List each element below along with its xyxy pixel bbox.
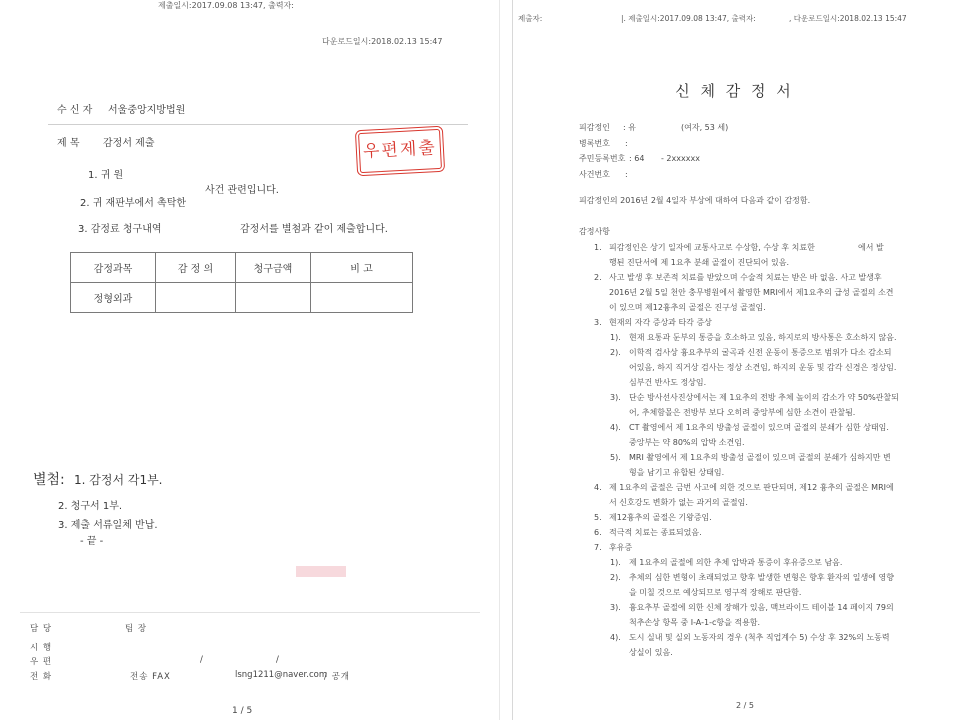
intro-text: 피감정인의 2016년 2월 4일자 부상에 대하여 다음과 같이 감정함. bbox=[579, 196, 811, 205]
download-timestamp: , 다운로드일시:2018.02.13 15:47 bbox=[789, 14, 907, 23]
finding-line bbox=[594, 300, 954, 315]
sub-finding-line bbox=[594, 465, 954, 480]
sub-finding-text: 흉요추부 골절에 의한 신체 장해가 있음, 맥브라이드 테이블 14 페이지 79의 bbox=[629, 603, 894, 612]
case-number-row bbox=[579, 167, 879, 183]
sub-finding-text: CT 촬영에서 제 1요추의 방출성 골절이 있으며 골절의 분쇄가 심한 상태임. bbox=[629, 423, 889, 432]
attachment-item: 2. 청구서 1부. bbox=[58, 501, 123, 512]
finding-text-tail: 에서 발 bbox=[858, 243, 884, 252]
attachments-label: 별첨: bbox=[33, 472, 65, 488]
attachment-item: 1. 감정서 각1부. bbox=[74, 473, 163, 487]
sub-finding-line bbox=[594, 585, 954, 600]
sub-finding-text: 단순 방사선사진상에서는 제 1요추의 전방 추체 높이의 감소가 약 50%관찰되 bbox=[629, 393, 899, 402]
sub-finding-text: 도시 실내 및 실외 노동자의 경우 (척추 직업계수 5) 수상 후 32%의 노동력 bbox=[629, 633, 890, 642]
finding-line bbox=[594, 285, 954, 300]
sub-finding-number: 3). bbox=[610, 603, 621, 612]
sub-finding-number: 1). bbox=[610, 558, 621, 567]
team-lead-label: 팀 장 bbox=[125, 624, 148, 634]
sub-finding-number: 4). bbox=[610, 423, 621, 432]
sub-finding-text: 척추손상 항목 중 I-A-1-c항을 적용함. bbox=[629, 618, 761, 627]
patient-sex-age: (여자, 53 세) bbox=[681, 123, 729, 132]
case-number-label: 사건번호 bbox=[579, 169, 610, 179]
end-mark: - 끝 - bbox=[80, 536, 104, 547]
record-number-row bbox=[579, 136, 879, 152]
submit-timestamp: 제출일시:2017.09.08 13:47, 출력자: bbox=[158, 1, 294, 10]
recipient-divider bbox=[48, 124, 468, 125]
fee-header-subject: 감정과목 bbox=[71, 253, 156, 283]
finding-line bbox=[594, 510, 954, 525]
finding-number: 1. bbox=[594, 243, 602, 252]
recipient-value: 서울중앙지방법원 bbox=[108, 105, 186, 116]
sub-finding-line bbox=[594, 570, 954, 585]
patient-name: : 유 bbox=[623, 123, 636, 132]
finding-line bbox=[594, 315, 954, 330]
fee-cell-subject: 정형외과 bbox=[71, 283, 156, 313]
sub-finding-line bbox=[594, 375, 954, 390]
contact-email: lsng1211@naver.com bbox=[235, 670, 328, 680]
resident-number-row bbox=[579, 151, 879, 167]
section-title: 감정사항 bbox=[579, 227, 610, 236]
sub-finding-line bbox=[594, 630, 954, 645]
sub-finding-text: 을 미칠 것으로 예상되므로 영구적 장해로 판단함. bbox=[629, 588, 802, 597]
finding-number: 6. bbox=[594, 528, 602, 537]
post-label: 우 편 bbox=[30, 657, 53, 667]
appraisal-report-page bbox=[512, 0, 955, 720]
sub-finding-line bbox=[594, 420, 954, 435]
finding-number: 7. bbox=[594, 543, 602, 552]
resident-number-label: 주민등록번호 bbox=[579, 154, 626, 163]
fee-header-amount: 청구금액 bbox=[236, 253, 311, 283]
record-number-value: : bbox=[625, 138, 628, 148]
resident-number-suffix: - 2xxxxxx bbox=[661, 154, 700, 163]
finding-line bbox=[594, 540, 954, 555]
postal-submission-stamp: 우편제출 bbox=[355, 126, 445, 177]
disclosure-status: / 공개 bbox=[324, 672, 350, 682]
finding-text: 피감정인은 상기 일자에 교통사고로 수상함, 수상 후 치료한 bbox=[609, 243, 815, 252]
sub-finding-line bbox=[594, 345, 954, 360]
page-title: 신 체 감 정 서 bbox=[675, 82, 794, 100]
sub-finding-number: 2). bbox=[610, 348, 621, 357]
finding-text: 2016년 2월 5일 천안 충무병원에서 촬영한 MRI에서 제1요추의 급성 골절의 소견 bbox=[609, 288, 894, 297]
sub-finding-text: 어, 추체함몰은 전방부 보다 오히려 중앙부에 심한 소견이 관찰됨. bbox=[629, 408, 856, 417]
sub-finding-line bbox=[594, 435, 954, 450]
fee-cell-appraiser bbox=[156, 283, 236, 313]
post-separator: / bbox=[276, 655, 280, 665]
page-number: 2 / 5 bbox=[736, 701, 754, 710]
recipient-label: 수 신 자 bbox=[57, 105, 93, 116]
download-timestamp: 다운로드일시:2018.02.13 15:47 bbox=[322, 37, 443, 46]
footer-divider bbox=[20, 612, 480, 613]
sub-finding-line bbox=[594, 405, 954, 420]
finding-text: 제 1요추의 골절은 금번 사고에 의한 것으로 판단되며, 제12 흉추의 골절은 MRI에 bbox=[609, 483, 894, 492]
sub-finding-number: 3). bbox=[610, 393, 621, 402]
item-2-start: 2. 귀 재판부에서 촉탁한 bbox=[80, 198, 187, 209]
subject-value: 감정서 제출 bbox=[103, 138, 155, 149]
item-1-start: 1. 귀 원 bbox=[88, 170, 124, 181]
seal-impression bbox=[296, 566, 346, 577]
finding-text: 이 있으며 제12흉추의 골절은 진구성 골절임. bbox=[609, 303, 766, 312]
finding-text: 서 신호강도 변화가 없는 과거의 골절임. bbox=[609, 498, 748, 507]
fee-cell-remarks bbox=[311, 283, 413, 313]
item-3: 3. 감정료 청구내역 bbox=[78, 224, 162, 235]
patient-name-row bbox=[579, 120, 879, 136]
sub-finding-line bbox=[594, 330, 954, 345]
manager-label: 담 당 bbox=[30, 624, 53, 634]
patient-info bbox=[579, 120, 879, 182]
page-number: 1 / 5 bbox=[232, 706, 253, 716]
table-row bbox=[71, 283, 413, 313]
finding-line bbox=[594, 525, 954, 540]
fee-cell-amount bbox=[236, 283, 311, 313]
record-number-label: 병록번호 bbox=[579, 138, 610, 148]
sub-finding-line bbox=[594, 615, 954, 630]
sub-finding-line bbox=[594, 600, 954, 615]
item-2-end: 감정서를 별첨과 같이 제출합니다. bbox=[240, 224, 388, 235]
sub-finding-number: 4). bbox=[610, 633, 621, 642]
finding-line bbox=[594, 480, 954, 495]
finding-text: 행된 진단서에 제 1요추 분쇄 골절이 진단되어 있음. bbox=[609, 258, 789, 267]
finding-text: 후유증 bbox=[609, 543, 633, 552]
finding-text: 제12흉추의 골절은 기왕증임. bbox=[609, 513, 712, 522]
sub-finding-text: 어있음, 하지 직거상 검사는 정상 소견임, 하지의 운동 및 감각 신경은 정상임. bbox=[629, 363, 897, 372]
subject-label: 제 목 bbox=[57, 138, 80, 149]
fee-header-appraiser: 감 정 의 bbox=[156, 253, 236, 283]
fee-table-header-row bbox=[71, 253, 413, 283]
submit-timestamp: |. 제출일시:2017.09.08 13:47, 출력자: bbox=[621, 14, 756, 23]
finding-text: 사고 발생 후 보존적 치료를 받았으며 수술적 치료는 받은 바 없음. 사고 발생후 bbox=[609, 273, 882, 282]
finding-line bbox=[594, 270, 954, 285]
sub-finding-line bbox=[594, 450, 954, 465]
case-number-value: : bbox=[625, 169, 628, 179]
sub-finding-text: MRI 촬영에서 제 1요추의 방출성 골절이 있으며 골절의 분쇄가 심하지만 변 bbox=[629, 453, 891, 462]
finding-number: 2. bbox=[594, 273, 602, 282]
sub-finding-line bbox=[594, 645, 954, 660]
sub-finding-line bbox=[594, 390, 954, 405]
finding-number: 3. bbox=[594, 318, 602, 327]
fee-header-remarks: 비 고 bbox=[311, 253, 413, 283]
attachment-item: 3. 제출 서류일체 반납. bbox=[58, 520, 158, 531]
sub-finding-number: 1). bbox=[610, 333, 621, 342]
sub-finding-text: 제 1요추의 골절에 의한 추체 압박과 통증이 후유증으로 남음. bbox=[629, 558, 843, 567]
finding-line bbox=[594, 495, 954, 510]
sub-finding-text: 형을 남기고 유합된 상태임. bbox=[629, 468, 725, 477]
issue-label: 시 행 bbox=[30, 643, 53, 653]
fee-table bbox=[70, 252, 413, 313]
sub-finding-number: 2). bbox=[610, 573, 621, 582]
findings-list bbox=[594, 240, 954, 660]
finding-number: 4. bbox=[594, 483, 602, 492]
post-separator: / bbox=[200, 655, 204, 665]
sub-finding-text: 상실이 있음. bbox=[629, 648, 673, 657]
finding-number: 5. bbox=[594, 513, 602, 522]
finding-line bbox=[594, 255, 954, 270]
sub-finding-text: 중앙부는 약 80%의 압박 소견임. bbox=[629, 438, 745, 447]
patient-label: 피감정인 bbox=[579, 123, 610, 132]
resident-number-prefix: : 64 bbox=[629, 154, 645, 163]
sub-finding-text: 이학적 검사상 흉요추부의 굴곡과 신전 운동이 통증으로 범위가 다소 감소되 bbox=[629, 348, 892, 357]
submitter-label: 제출자: bbox=[518, 14, 543, 23]
finding-line bbox=[594, 240, 954, 255]
phone-label: 전 화 bbox=[30, 672, 53, 682]
sub-finding-line bbox=[594, 555, 954, 570]
item-1-end: 사건 관련입니다. bbox=[205, 185, 279, 196]
sub-finding-line bbox=[594, 360, 954, 375]
finding-text: 현재의 자각 증상과 타각 증상 bbox=[609, 318, 712, 327]
sub-finding-text: 현재 요통과 둔부의 통증을 호소하고 있음, 하지로의 방사통은 호소하지 않음. bbox=[629, 333, 897, 342]
sub-finding-text: 심부건 반사도 정상임. bbox=[629, 378, 707, 387]
finding-text: 적극적 치료는 종료되었음. bbox=[609, 528, 702, 537]
fax-label: 전송 FAX bbox=[130, 672, 171, 682]
sub-finding-number: 5). bbox=[610, 453, 621, 462]
sub-finding-text: 추체의 심한 변형이 초래되었고 향후 발생한 변형은 향후 환자의 일생에 영향 bbox=[629, 573, 894, 582]
